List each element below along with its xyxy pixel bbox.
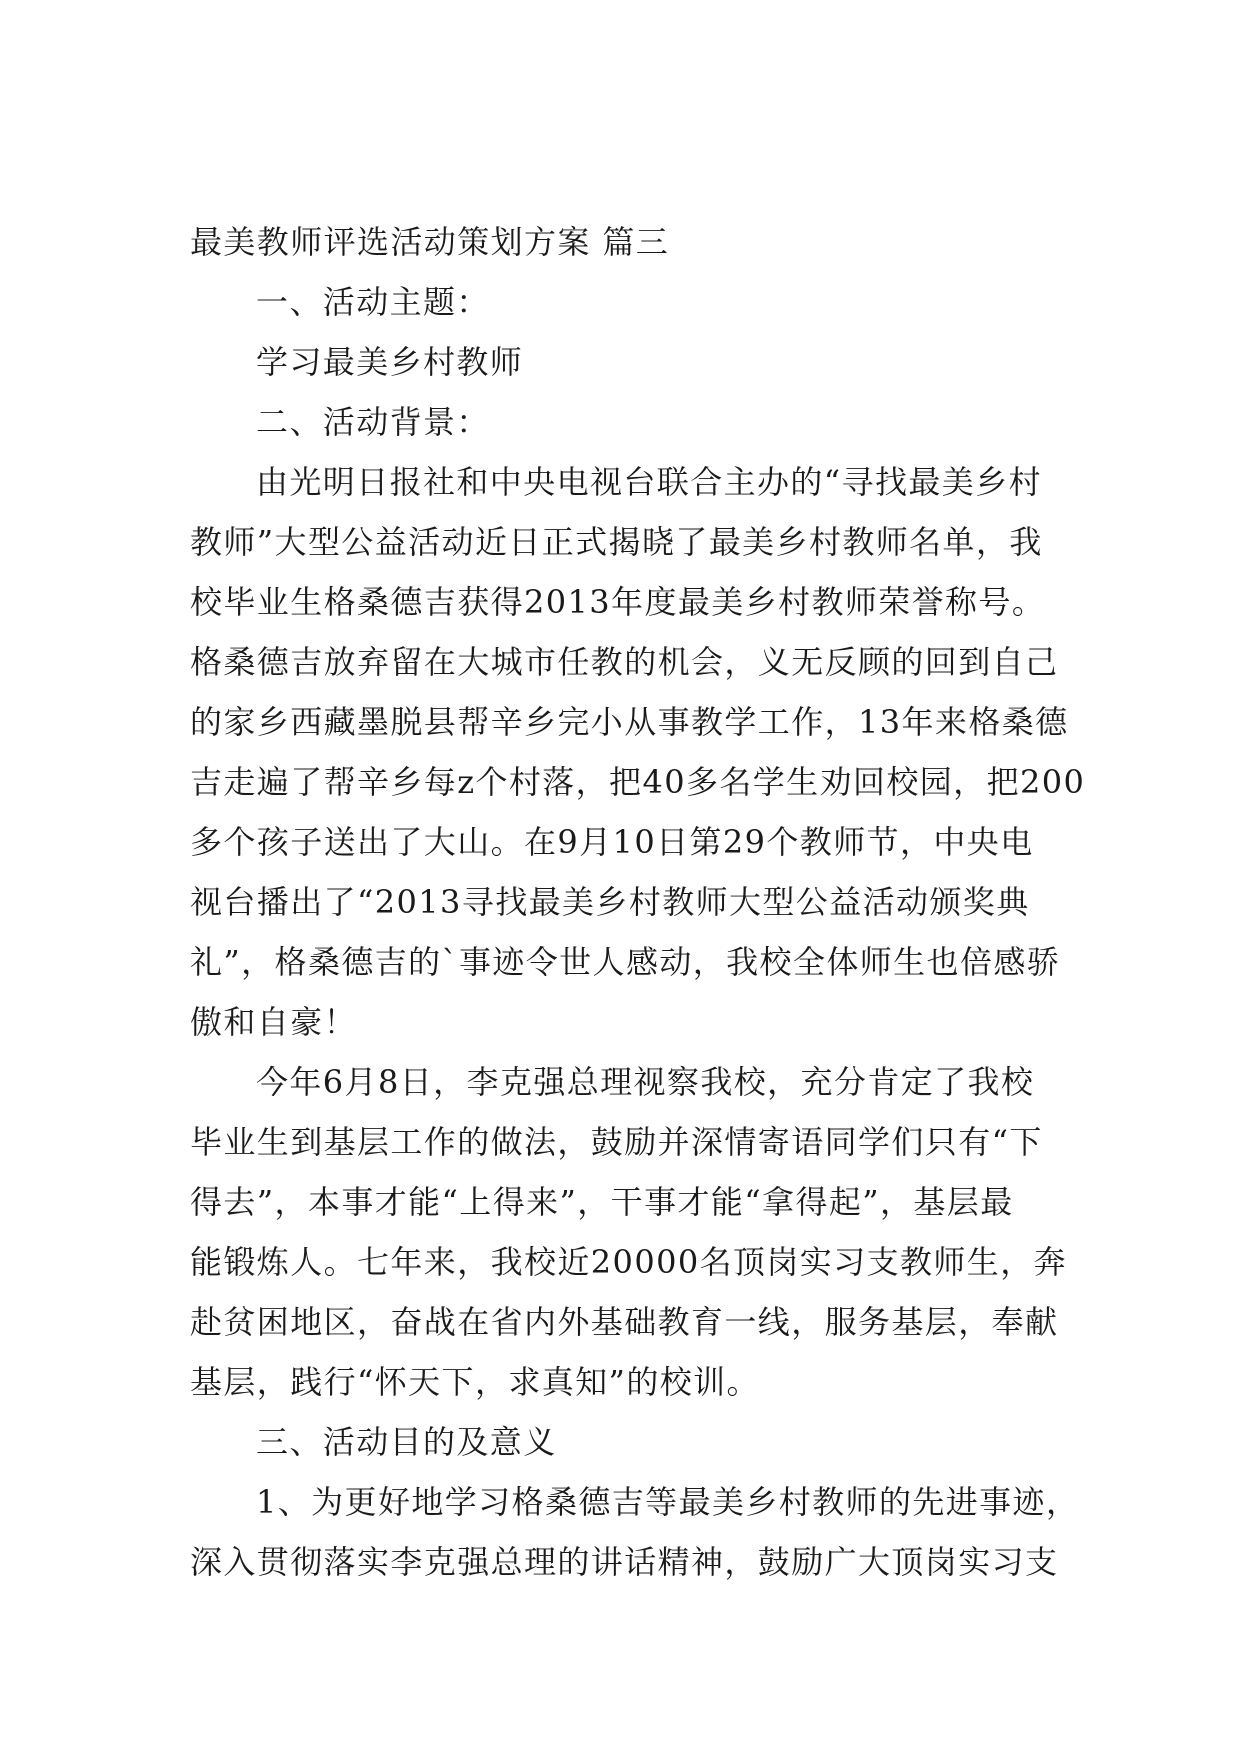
paragraph-line: 毕业生到基层工作的做法，鼓励并深情寄语同学们只有“下 — [190, 1123, 1043, 1161]
paragraph-line: 的家乡西藏墨脱县帮辛乡完小从事教学工作，13年来格桑德 — [190, 703, 1069, 741]
paragraph-line: 基层，践行“怀天下，求真知”的校训。 — [190, 1363, 760, 1401]
document-title: 最美教师评选活动策划方案 篇三 — [190, 223, 670, 261]
activity-theme-text: 学习最美乡村教师 — [256, 343, 524, 381]
heading-activity-purpose: 三、活动目的及意义 — [256, 1423, 557, 1461]
paragraph-line: 由光明日报社和中央电视台联合主办的“寻找最美乡村 — [256, 463, 1042, 501]
paragraph-line: 多个孩子送出了大山。在9月10日第29个教师节，中央电 — [190, 823, 1034, 861]
paragraph-line: 礼”，格桑德吉的`事迹令世人感动，我校全体师生也倍感骄 — [190, 943, 1061, 981]
paragraph-line: 傲和自豪！ — [190, 1003, 358, 1041]
paragraph-line: 视台播出了“2013寻找最美乡村教师大型公益活动颁奖典 — [190, 883, 1030, 921]
paragraph-line: 吉走遍了帮辛乡每z个村落，把40多名学生劝回校园，把200 — [190, 763, 1086, 801]
paragraph-line: 赴贫困地区，奋战在省内外基础教育一线，服务基层，奉献 — [190, 1303, 1059, 1341]
paragraph-line: 校毕业生格桑德吉获得2013年度最美乡村教师荣誉称号。 — [190, 583, 1046, 621]
paragraph-line: 1、为更好地学习格桑德吉等最美乡村教师的先进事迹， — [256, 1483, 1080, 1521]
heading-activity-theme: 一、活动主题： — [256, 283, 490, 321]
paragraph-line: 教师”大型公益活动近日正式揭晓了最美乡村教师名单，我 — [190, 523, 1043, 561]
paragraph-line: 今年6月8日，李克强总理视察我校，充分肯定了我校 — [256, 1063, 1035, 1101]
paragraph-line: 格桑德吉放弃留在大城市任教的机会，义无反顾的回到自己 — [190, 643, 1059, 681]
paragraph-line: 得去”，本事才能“上得来”，干事才能“拿得起”，基层最 — [190, 1183, 1014, 1221]
heading-activity-background: 二、活动背景： — [256, 403, 490, 441]
paragraph-line: 能锻炼人。七年来，我校近20000名顶岗实习支教师生，奔 — [190, 1243, 1067, 1281]
paragraph-line: 深入贯彻落实李克强总理的讲话精神，鼓励广大顶岗实习支 — [190, 1543, 1059, 1581]
